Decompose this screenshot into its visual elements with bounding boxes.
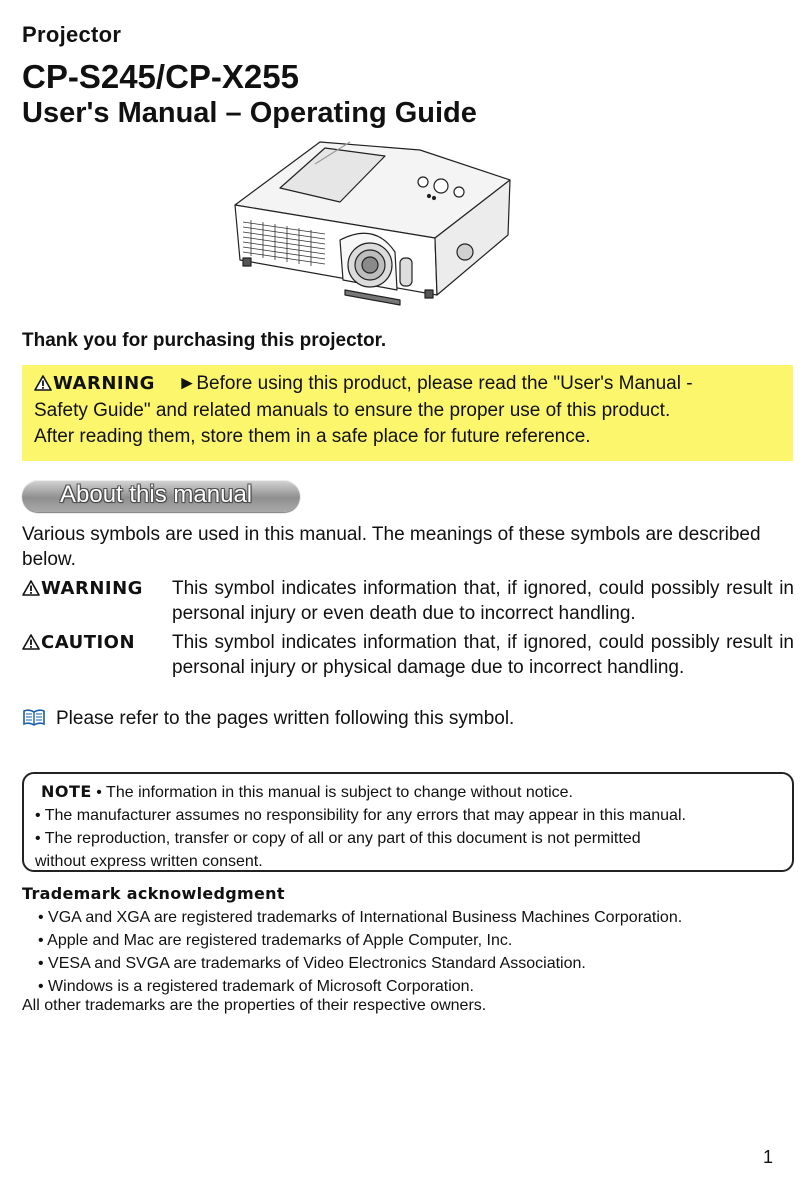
warning-symbol-description: This symbol indicates information that, if ignored, could possibly result in personal injury or even death due to incorrect handling. <box>172 578 794 624</box>
section-title: About this manual <box>60 481 253 508</box>
manual-subtitle: User's Manual – Operating Guide <box>22 97 477 129</box>
warning-box-line-1 <box>34 371 783 398</box>
caution-symbol-description: This symbol indicates information that, if ignored, could possibly result in personal injury or physical damage due to incorrect handling. <box>172 632 794 678</box>
warning-text-line-2: Safety Guide" and related manuals to ensure the proper use of this product. <box>34 399 671 421</box>
caution-triangle-icon <box>22 634 40 650</box>
book-icon <box>22 709 46 727</box>
warning-label <box>34 373 162 394</box>
note-text-line-2: • The manufacturer assumes no responsibility for any errors that may appear in this manual. <box>35 807 686 824</box>
thank-you-message: Thank you for purchasing this projector. <box>22 330 387 351</box>
note-line-1 <box>35 780 782 804</box>
page-number: 1 <box>763 1147 774 1167</box>
projector-illustration <box>225 140 515 315</box>
section-header-about-this-manual <box>22 480 300 512</box>
warning-triangle-icon <box>22 580 40 596</box>
trademark-item: • VESA and SVGA are trademarks of Video Electronics Standard Association. <box>38 955 586 972</box>
warning-symbol-row <box>22 576 794 628</box>
warning-box <box>22 365 793 461</box>
warning-symbol-label-text: WARNING <box>41 578 143 599</box>
warning-symbol-label <box>22 576 143 601</box>
caution-symbol-label <box>22 630 135 655</box>
warning-text-line-3: After reading them, store them in a safe place for future reference. <box>34 426 591 447</box>
warning-text-line-1: ►Before using this product, please read the "User's Manual - <box>177 373 693 394</box>
trademark-item: • Windows is a registered trademark of Microsoft Corporation. <box>38 978 474 995</box>
note-box <box>22 772 794 872</box>
trademark-item: • VGA and XGA are registered trademarks of International Business Machines Corporation. <box>38 909 683 926</box>
document-category: Projector <box>22 22 122 47</box>
caution-symbol-label-text: CAUTION <box>41 632 136 653</box>
model-title: CP-S245/CP-X255 <box>22 58 299 95</box>
caution-symbol-row <box>22 630 794 706</box>
warning-triangle-icon <box>34 375 52 391</box>
trademark-item: • Apple and Mac are registered trademarks of Apple Computer, Inc. <box>38 932 513 949</box>
trademark-footer: All other trademarks are the properties of their respective owners. <box>22 997 487 1014</box>
note-label: NOTE <box>41 782 92 801</box>
warning-label-text: WARNING <box>53 373 155 394</box>
trademark-heading: Trademark acknowledgment <box>22 884 285 903</box>
intro-paragraph: Various symbols are used in this manual. The meanings of these symbols are described below. <box>22 524 761 570</box>
book-reference-text: Please refer to the pages written following this symbol. <box>56 708 515 729</box>
note-text-line-4: without express written consent. <box>35 853 263 870</box>
note-text-line-3: • The reproduction, transfer or copy of all or any part of this document is not permitted <box>35 830 641 847</box>
trademark-list <box>22 906 682 998</box>
note-text-line-1: • The information in this manual is subject to change without notice. <box>96 784 573 801</box>
book-reference-row <box>22 708 514 730</box>
